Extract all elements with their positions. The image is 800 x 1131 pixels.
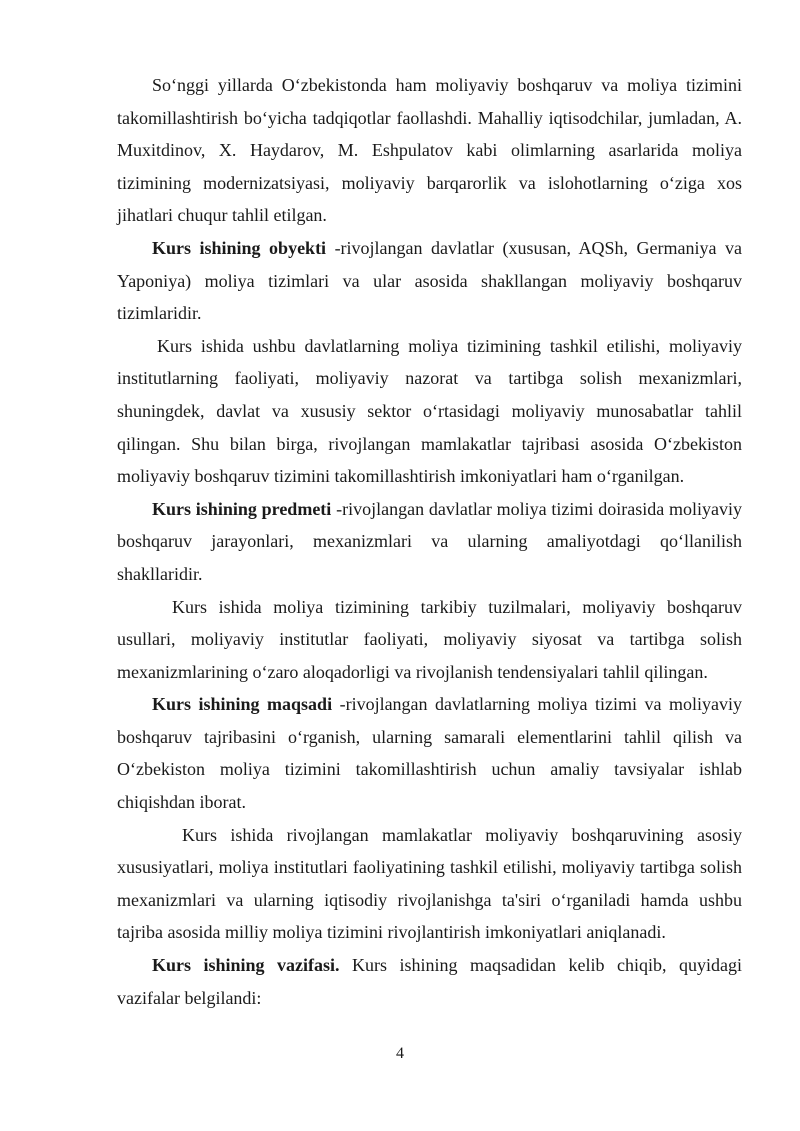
paragraph-subject [117, 493, 742, 591]
paragraph-text: Kurs ishida rivojlangan mamlakatlar moliyaviy boshqaruvining asosiy xususiyatlari, moliya institutlari faoliyatining tashkil etilishi, moliyaviy tartibga solish mexanizmlari va ularning iqtisodiy rivojlanishga ta'siri o‘rganiladi hamda ushbu tajriba asosida milliy moliya tizimini rivojlantirish imkoniyatlari aniqlanadi. [117, 824, 742, 943]
paragraph-goal-detail [117, 819, 742, 949]
paragraph-text: -rivojlangan davlatlar moliya tizimi doirasida moliyaviy boshqaruv jarayonlari, mexanizmlari va ularning amaliyotdagi qo‘llanilish shakllaridir. [117, 498, 742, 584]
paragraph-heading: Kurs ishining obyekti [152, 237, 327, 258]
paragraph-heading: Kurs ishining vazifasi. [152, 955, 340, 976]
page-body [117, 69, 742, 1014]
paragraph-tasks [117, 949, 742, 1014]
paragraph-heading: Kurs ishining predmeti [152, 498, 332, 519]
paragraph-object [117, 232, 742, 330]
paragraph-text: Kurs ishining maqsadidan kelib chiqib, quyidagi vazifalar belgilandi: [117, 955, 742, 1008]
paragraph-object-detail [117, 330, 742, 493]
paragraph-text: -rivojlangan davlatlar (xususan, AQSh, Germaniya va Yaponiya) moliya tizimlari va ular asosida shakllangan moliyaviy boshqaruv tizimlaridir. [117, 237, 742, 324]
page-number: 4 [396, 1045, 404, 1062]
paragraph-text: Kurs ishida moliya tizimining tarkibiy tuzilmalari, moliyaviy boshqaruv usullari, moliyaviy institutlar faoliyati, moliyaviy siyosat va tartibga solish mexanizmlarining o‘zaro aloqadorligi va rivojlanish tendensiyalari tahlil qilingan. [117, 596, 742, 682]
paragraph-heading: Kurs ishining maqsadi [152, 694, 333, 715]
paragraph-text: So‘nggi yillarda O‘zbekistonda ham moliyaviy boshqaruv va moliya tizimini takomillashtirish bo‘yicha tadqiqotlar faollashdi. Mahalliy iqtisodchilar, jumladan, A. Muxitdinov, X. Haydarov, M. Eshpulatov kabi olimlarning asarlarida moliya tizimining modernizatsiyasi, moliyaviy barqarorlik va islohotlarning o‘ziga xos jihatlari chuqur tahlil etilgan. [117, 75, 742, 226]
paragraph-subject-detail [117, 591, 742, 689]
paragraph-text: -rivojlangan davlatlarning moliya tizimi va moliyaviy boshqaruv tajribasini o‘rganish, ularning samarali elementlarini tahlil qilish va O‘zbekiston moliya tizimini takomillashtirish uchun amaliy tavsiyalar ishlab chiqishdan iborat. [117, 694, 742, 813]
paragraph-text: Kurs ishida ushbu davlatlarning moliya tizimining tashkil etilishi, moliyaviy institutlarning faoliyati, moliyaviy nazorat va tartibga solish mexanizmlari, shuningdek, davlat va xususiy sektor o‘rtasidagi moliyaviy munosabatlar tahlil qilingan. Shu bilan birga, rivojlangan mamlakatlar tajribasi asosida O‘zbekiston moliyaviy boshqaruv tizimini takomillashtirish imkoniyatlari ham o‘rganilgan. [117, 335, 742, 487]
paragraph-intro [117, 69, 742, 232]
paragraph-goal [117, 688, 742, 818]
